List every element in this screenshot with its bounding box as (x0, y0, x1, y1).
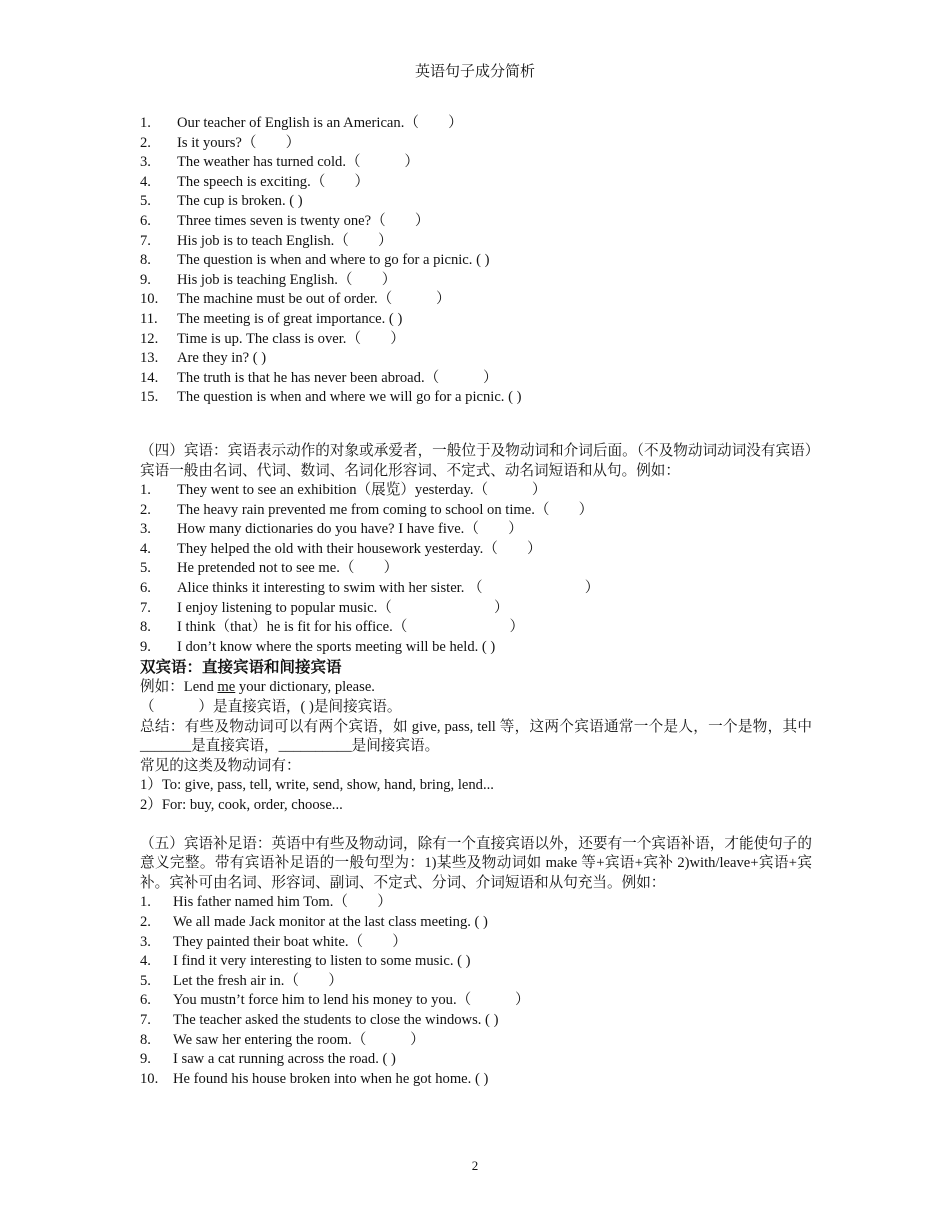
list-item: 8. We saw her entering the room.（ ） (140, 1031, 425, 1048)
list-item: 3. How many dictionaries do you have? I have five.（ ） (140, 521, 523, 538)
list-item: 8. The question is when and where to go for a picnic. ( ) (140, 252, 490, 269)
page-number: 2 (471, 1158, 479, 1173)
for-verbs-list: 2）For: buy, cook, order, choose... (140, 797, 343, 813)
list-item: 12. Time is up. The class is over.（ ） (140, 330, 405, 347)
list-item: 1. They went to see an exhibition（展览）yesterday.（ ） (140, 482, 547, 499)
list-item: 5. Let the fresh air in.（ ） (140, 972, 343, 989)
section5-intro: （五）宾语补足语：英语中有些及物动词，除有一个直接宾语以外，还要有一个宾语补语，才能使句子的意义完整。带有宾语补足语的一般句型为：1)某些及物动词如 make 等+宾语+宾补 2)with/leave+宾语+宾补。宾补可由名词、形容词、副词、不定式、分词、介词短语和从句充当。例如： (140, 835, 812, 891)
list-item: 14. The truth is that he has never been abroad.（ ） (140, 369, 498, 386)
page-header: 英语句子成分简析 (414, 64, 535, 80)
list-item: 10. He found his house broken into when he got home. ( ) (140, 1070, 489, 1087)
list-item: 4. They helped the old with their housework yesterday.（ ） (140, 540, 542, 557)
list-item: 11. The meeting is of great importance. ( ) (140, 310, 403, 327)
list-item: 4. The speech is exciting.（ ） (140, 173, 370, 190)
double-object-heading: 双宾语：直接宾语和间接宾语 (140, 658, 342, 677)
list-item: 7. His job is to teach English.（ ） (140, 232, 393, 249)
predicative-exercise-list (140, 114, 812, 408)
list-item: 15. The question is when and where we will go for a picnic. ( ) (140, 389, 522, 406)
to-verbs-list: 1）To: give, pass, tell, write, send, show, hand, bring, lend... (140, 777, 494, 794)
list-item: 13. Are they in? ( ) (140, 350, 267, 367)
list-item: 6. Alice thinks it interesting to swim with her sister. （ ） (140, 580, 600, 597)
list-item: 9. I saw a cat running across the road. ( ) (140, 1051, 396, 1068)
list-item: 7. I enjoy listening to popular music.（ ） (140, 599, 509, 616)
list-item: 5. The cup is broken. ( ) (140, 193, 303, 210)
list-item: 2. The heavy rain prevented me from coming to school on time.（ ） (140, 501, 594, 518)
list-item: 1. Our teacher of English is an American.（ ） (140, 115, 463, 131)
section4-intro: （四）宾语：宾语表示动作的对象或承爱者，一般位于及物动词和介词后面。（不及物动词动词没有宾语）宾语一般由名词、代词、数词、名词化形容词、不定式、动名词短语和从句。例如： (140, 442, 812, 479)
list-item: 9. His job is teaching English.（ ） (140, 271, 397, 288)
list-item: 1. His father named him Tom.（ ） (140, 894, 392, 911)
double-object-blanks: （ ）是直接宾语，( )是间接宾语。 (140, 699, 402, 716)
list-item: 4. I find it very interesting to listen to some music. ( ) (140, 953, 471, 970)
list-item: 3. They painted their boat white.（ ） (140, 933, 407, 950)
list-item: 6. Three times seven is twenty one?（ ） (140, 212, 430, 229)
list-item: 2. Is it yours?（ ） (140, 134, 301, 151)
object-exercise-list (140, 481, 812, 657)
complement-exercise-list (140, 893, 812, 1089)
list-item: 8. I think（that）he is fit for his office.（ ） (140, 619, 525, 636)
list-item: 7. The teacher asked the students to close the windows. ( ) (140, 1011, 499, 1028)
double-object-example: 例如：Lend me your dictionary, please. (140, 679, 375, 696)
list-item: 6. You mustn’t force him to lend his money to you.（ ） (140, 992, 530, 1009)
list-item: 10. The machine must be out of order.（ ） (140, 291, 451, 308)
list-item: 3. The weather has turned cold.（ ） (140, 154, 419, 171)
list-item: 9. I don’t know where the sports meeting will be held. ( ) (140, 638, 496, 655)
list-item: 5. He pretended not to see me.（ ） (140, 560, 399, 577)
double-object-summary: 总结：有些及物动词可以有两个宾语，如 give, pass, tell 等，这两个宾语通常一个是人，一个是物，其中_______是直接宾语，__________是间接宾语。 (140, 718, 812, 755)
document-body (140, 114, 812, 1089)
list-item: 2. We all made Jack monitor at the last class meeting. ( ) (140, 913, 488, 930)
common-verbs-label: 常见的这类及物动词有： (140, 757, 301, 774)
